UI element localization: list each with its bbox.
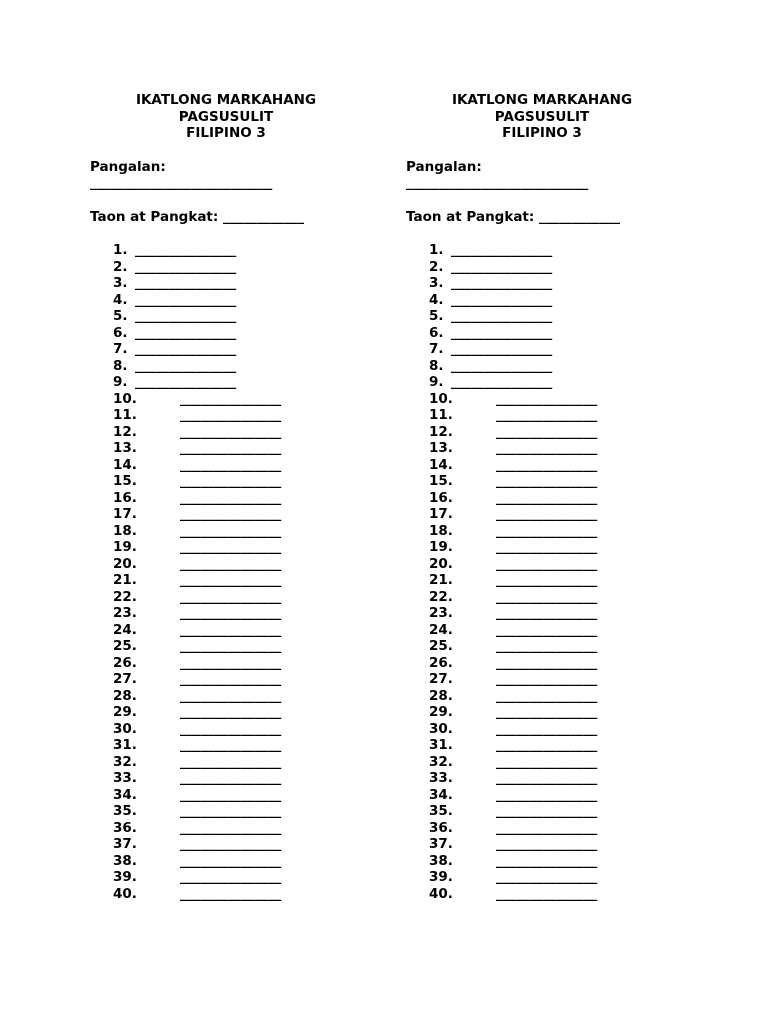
answer-row xyxy=(113,572,390,589)
answer-number: 20. xyxy=(429,555,453,572)
answer-number: 32. xyxy=(113,753,137,770)
answer-blank[interactable]: _______________ xyxy=(180,407,282,423)
answer-row xyxy=(429,622,706,639)
grade-section-row xyxy=(406,209,706,226)
answer-row xyxy=(113,836,390,853)
answer-row xyxy=(429,259,706,276)
name-label: Pangalan: xyxy=(406,158,482,175)
answer-number: 27. xyxy=(113,671,137,687)
answer-blank[interactable]: _______________ xyxy=(496,489,598,506)
answer-row xyxy=(113,275,390,292)
answer-row xyxy=(429,671,706,688)
answer-row xyxy=(429,391,706,408)
answer-blank[interactable]: _______________ xyxy=(180,671,282,687)
answer-blank[interactable]: _______________ xyxy=(496,555,598,572)
answer-row xyxy=(113,506,390,523)
answer-number: 25. xyxy=(429,638,453,654)
answer-row xyxy=(113,391,390,408)
answer-row xyxy=(113,490,390,507)
answer-row xyxy=(429,688,706,705)
answer-number: 12. xyxy=(429,423,453,440)
answer-row xyxy=(113,721,390,738)
answer-row xyxy=(113,622,390,639)
answer-row xyxy=(113,259,390,276)
answer-row xyxy=(429,737,706,754)
answer-number: 17. xyxy=(113,506,137,522)
answer-number: 4. xyxy=(113,291,128,308)
answer-blank[interactable]: _______________ xyxy=(496,605,598,621)
answer-row xyxy=(429,275,706,292)
answer-number: 2. xyxy=(113,258,128,275)
answer-row xyxy=(429,770,706,787)
answer-number: 8. xyxy=(113,357,128,374)
answer-number: 39. xyxy=(113,869,137,885)
answer-row xyxy=(429,853,706,870)
answer-row xyxy=(113,869,390,886)
answer-row xyxy=(113,341,390,358)
answer-blank[interactable]: _______________ xyxy=(135,357,237,374)
answer-row xyxy=(429,803,706,820)
answer-row xyxy=(113,539,390,556)
grade-section-label: Taon at Pangkat: xyxy=(406,208,535,225)
answer-row xyxy=(429,374,706,391)
answer-row xyxy=(429,572,706,589)
title-line-1: IKATLONG MARKAHANG xyxy=(135,92,317,108)
answer-number: 38. xyxy=(429,852,453,869)
answer-row xyxy=(429,308,706,325)
answer-number: 4. xyxy=(429,291,444,308)
answer-number: 20. xyxy=(113,555,137,572)
answer-number: 22. xyxy=(113,588,137,605)
answer-blank[interactable]: _______________ xyxy=(135,291,237,308)
answer-number: 29. xyxy=(429,704,453,720)
answer-number: 29. xyxy=(113,704,137,720)
answer-row xyxy=(429,424,706,441)
answer-number: 24. xyxy=(113,621,137,638)
answer-blank[interactable]: _______________ xyxy=(496,803,598,819)
answer-row xyxy=(429,886,706,903)
answer-blank[interactable]: _______________ xyxy=(180,836,282,852)
answer-number: 14. xyxy=(429,456,453,473)
name-label: Pangalan: xyxy=(90,158,166,175)
answer-number: 3. xyxy=(113,275,128,291)
answer-row xyxy=(429,787,706,804)
answer-blank[interactable]: _______________ xyxy=(496,852,598,869)
answer-row xyxy=(429,523,706,540)
answer-row xyxy=(429,754,706,771)
answer-blank[interactable]: _______________ xyxy=(180,786,282,803)
answer-blank[interactable]: _______________ xyxy=(135,275,237,291)
answer-blank[interactable]: _______________ xyxy=(496,819,598,836)
answer-number: 37. xyxy=(429,836,453,852)
answer-blank[interactable]: _______________ xyxy=(180,869,282,885)
answer-blank[interactable]: _______________ xyxy=(180,539,282,555)
answer-row xyxy=(113,440,390,457)
title-line-1: IKATLONG MARKAHANG xyxy=(451,92,633,108)
quiz-title xyxy=(90,92,362,142)
answer-number: 3. xyxy=(429,275,444,291)
answer-blank[interactable]: _______________ xyxy=(496,704,598,720)
answer-blank[interactable]: _______________ xyxy=(496,456,598,473)
answer-blank[interactable]: _______________ xyxy=(496,671,598,687)
answer-blank[interactable]: _______________ xyxy=(180,852,282,869)
answer-blank[interactable]: _______________ xyxy=(180,489,282,506)
answer-blank[interactable]: _______________ xyxy=(180,440,282,456)
answer-list xyxy=(90,242,390,902)
answer-number: 35. xyxy=(113,803,137,819)
quiz-sheet-left xyxy=(90,92,390,902)
answer-blank[interactable]: _______________ xyxy=(496,522,598,539)
answer-row xyxy=(113,325,390,342)
answer-blank[interactable]: _______________ xyxy=(180,456,282,473)
answer-row xyxy=(429,704,706,721)
answer-row xyxy=(429,325,706,342)
answer-number: 11. xyxy=(113,407,137,423)
answer-number: 16. xyxy=(113,489,137,506)
answer-blank[interactable]: _______________ xyxy=(496,869,598,885)
answer-row xyxy=(429,506,706,523)
answer-row xyxy=(113,523,390,540)
answer-number: 34. xyxy=(113,786,137,803)
answer-number: 34. xyxy=(429,786,453,803)
answer-row xyxy=(429,836,706,853)
answer-number: 1. xyxy=(113,242,128,258)
answer-blank[interactable]: _______________ xyxy=(180,605,282,621)
answer-blank[interactable]: _______________ xyxy=(496,885,598,902)
answer-number: 31. xyxy=(113,737,137,753)
quiz-sheet-right xyxy=(406,92,706,902)
name-blank[interactable]: ___________________________ xyxy=(90,175,273,191)
answer-row xyxy=(429,556,706,573)
answer-blank[interactable]: _______________ xyxy=(496,473,598,489)
answer-number: 13. xyxy=(113,440,137,456)
answer-number: 26. xyxy=(429,654,453,671)
answer-number: 40. xyxy=(429,885,453,902)
answer-blank[interactable]: _______________ xyxy=(135,324,237,341)
answer-blank[interactable]: _______________ xyxy=(496,390,598,407)
answer-blank[interactable]: _______________ xyxy=(180,473,282,489)
answer-row xyxy=(113,407,390,424)
answer-row xyxy=(429,440,706,457)
name-blank[interactable]: ___________________________ xyxy=(406,175,589,191)
answer-row xyxy=(113,292,390,309)
answer-row xyxy=(429,473,706,490)
answer-number: 21. xyxy=(113,572,137,588)
answer-number: 7. xyxy=(429,341,444,357)
answer-blank[interactable]: _______________ xyxy=(180,588,282,605)
answer-blank[interactable]: _______________ xyxy=(451,308,553,324)
answer-number: 21. xyxy=(429,572,453,588)
title-line-3: FILIPINO 3 xyxy=(186,125,266,141)
answer-blank[interactable]: _______________ xyxy=(496,753,598,770)
answer-blank[interactable]: _______________ xyxy=(451,374,553,390)
title-line-2: PAGSUSULIT xyxy=(178,108,274,125)
answer-row xyxy=(113,688,390,705)
answer-number: 13. xyxy=(429,440,453,456)
answer-number: 15. xyxy=(113,473,137,489)
answer-row xyxy=(429,341,706,358)
grade-section-label: Taon at Pangkat: xyxy=(90,208,219,225)
answer-blank[interactable]: _______________ xyxy=(496,506,598,522)
answer-blank[interactable]: _______________ xyxy=(180,819,282,836)
answer-number: 37. xyxy=(113,836,137,852)
answer-blank[interactable]: _______________ xyxy=(135,341,237,357)
answer-row xyxy=(113,638,390,655)
answer-number: 33. xyxy=(113,770,137,786)
answer-row xyxy=(113,473,390,490)
answer-number: 9. xyxy=(113,374,128,390)
answer-number: 26. xyxy=(113,654,137,671)
answer-number: 19. xyxy=(429,539,453,555)
answer-number: 5. xyxy=(429,308,444,324)
answer-number: 8. xyxy=(429,357,444,374)
answer-number: 30. xyxy=(113,720,137,737)
answer-number: 12. xyxy=(113,423,137,440)
answer-row xyxy=(113,556,390,573)
answer-number: 14. xyxy=(113,456,137,473)
answer-blank[interactable]: _______________ xyxy=(496,687,598,704)
answer-row xyxy=(113,820,390,837)
answer-row xyxy=(429,869,706,886)
title-line-3: FILIPINO 3 xyxy=(502,125,582,141)
answer-row xyxy=(113,787,390,804)
answer-number: 5. xyxy=(113,308,128,324)
answer-blank[interactable]: _______________ xyxy=(180,522,282,539)
answer-number: 18. xyxy=(429,522,453,539)
answer-blank[interactable]: _______________ xyxy=(496,588,598,605)
answer-blank[interactable]: _______________ xyxy=(135,258,237,275)
answer-row xyxy=(113,424,390,441)
answer-number: 2. xyxy=(429,258,444,275)
answer-number: 22. xyxy=(429,588,453,605)
answer-blank[interactable]: _______________ xyxy=(451,258,553,275)
answer-number: 38. xyxy=(113,852,137,869)
answer-number: 11. xyxy=(429,407,453,423)
answer-number: 25. xyxy=(113,638,137,654)
answer-blank[interactable]: _______________ xyxy=(451,291,553,308)
answer-number: 23. xyxy=(113,605,137,621)
answer-number: 10. xyxy=(113,390,137,407)
answer-row xyxy=(113,308,390,325)
grade-section-blank[interactable]: ____________ xyxy=(539,208,620,225)
answer-number: 16. xyxy=(429,489,453,506)
answer-blank[interactable]: _______________ xyxy=(180,638,282,654)
answer-blank[interactable]: _______________ xyxy=(180,770,282,786)
answer-row xyxy=(429,605,706,622)
answer-blank[interactable]: _______________ xyxy=(180,885,282,902)
answer-blank[interactable]: _______________ xyxy=(180,803,282,819)
answer-number: 7. xyxy=(113,341,128,357)
answer-row xyxy=(113,358,390,375)
answer-number: 17. xyxy=(429,506,453,522)
answer-row xyxy=(429,721,706,738)
answer-blank[interactable]: _______________ xyxy=(180,390,282,407)
answer-blank[interactable]: _______________ xyxy=(451,275,553,291)
answer-blank[interactable]: _______________ xyxy=(496,737,598,753)
answer-row xyxy=(429,242,706,259)
answer-row xyxy=(429,589,706,606)
answer-number: 28. xyxy=(113,687,137,704)
answer-row xyxy=(429,490,706,507)
answer-number: 6. xyxy=(113,324,128,341)
answer-number: 32. xyxy=(429,753,453,770)
answer-blank[interactable]: _______________ xyxy=(496,654,598,671)
answer-blank[interactable]: _______________ xyxy=(180,687,282,704)
answer-blank[interactable]: _______________ xyxy=(180,737,282,753)
answer-row xyxy=(113,737,390,754)
answer-number: 30. xyxy=(429,720,453,737)
answer-row xyxy=(113,754,390,771)
answer-row xyxy=(429,407,706,424)
answer-blank[interactable]: _______________ xyxy=(451,242,553,258)
answer-blank[interactable]: _______________ xyxy=(451,324,553,341)
answer-row xyxy=(113,605,390,622)
answer-row xyxy=(113,886,390,903)
answer-number: 15. xyxy=(429,473,453,489)
answer-row xyxy=(429,457,706,474)
answer-row xyxy=(113,655,390,672)
answer-blank[interactable]: _______________ xyxy=(496,638,598,654)
answer-row xyxy=(429,638,706,655)
answer-row xyxy=(113,457,390,474)
answer-row xyxy=(113,671,390,688)
answer-blank[interactable]: _______________ xyxy=(180,423,282,440)
answer-blank[interactable]: _______________ xyxy=(496,423,598,440)
answer-blank[interactable]: _______________ xyxy=(451,341,553,357)
answer-number: 27. xyxy=(429,671,453,687)
answer-blank[interactable]: _______________ xyxy=(135,242,237,258)
answer-number: 39. xyxy=(429,869,453,885)
answer-blank[interactable]: _______________ xyxy=(451,357,553,374)
answer-row xyxy=(113,589,390,606)
answer-number: 10. xyxy=(429,390,453,407)
answer-blank[interactable]: _______________ xyxy=(180,720,282,737)
answer-row xyxy=(113,374,390,391)
answer-blank[interactable]: _______________ xyxy=(496,572,598,588)
answer-number: 31. xyxy=(429,737,453,753)
answer-row xyxy=(429,820,706,837)
answer-row xyxy=(113,242,390,259)
answer-blank[interactable]: _______________ xyxy=(180,704,282,720)
answer-blank[interactable]: _______________ xyxy=(496,539,598,555)
answer-row xyxy=(113,803,390,820)
answer-number: 1. xyxy=(429,242,444,258)
answer-number: 18. xyxy=(113,522,137,539)
answer-number: 36. xyxy=(429,819,453,836)
answer-row xyxy=(429,655,706,672)
answer-number: 24. xyxy=(429,621,453,638)
answer-row xyxy=(429,292,706,309)
answer-number: 33. xyxy=(429,770,453,786)
grade-section-row xyxy=(90,209,390,226)
answer-blank[interactable]: _______________ xyxy=(496,770,598,786)
grade-section-blank[interactable]: ____________ xyxy=(223,208,304,225)
answer-blank[interactable]: _______________ xyxy=(180,506,282,522)
answer-blank[interactable]: _______________ xyxy=(135,308,237,324)
answer-blank[interactable]: _______________ xyxy=(180,654,282,671)
answer-number: 9. xyxy=(429,374,444,390)
answer-row xyxy=(429,539,706,556)
answer-blank[interactable]: _______________ xyxy=(180,572,282,588)
answer-blank[interactable]: _______________ xyxy=(496,786,598,803)
answer-number: 35. xyxy=(429,803,453,819)
quiz-title xyxy=(406,92,678,142)
answer-number: 19. xyxy=(113,539,137,555)
answer-blank[interactable]: _______________ xyxy=(496,440,598,456)
answer-row xyxy=(113,853,390,870)
answer-list xyxy=(406,242,706,902)
answer-blank[interactable]: _______________ xyxy=(496,621,598,638)
answer-blank[interactable]: _______________ xyxy=(180,555,282,572)
answer-number: 6. xyxy=(429,324,444,341)
answer-number: 36. xyxy=(113,819,137,836)
answer-blank[interactable]: _______________ xyxy=(496,836,598,852)
answer-blank[interactable]: _______________ xyxy=(180,621,282,638)
answer-row xyxy=(429,358,706,375)
answer-blank[interactable]: _______________ xyxy=(496,407,598,423)
answer-number: 23. xyxy=(429,605,453,621)
title-line-2: PAGSUSULIT xyxy=(494,108,590,125)
answer-blank[interactable]: _______________ xyxy=(496,720,598,737)
answer-row xyxy=(113,770,390,787)
answer-number: 40. xyxy=(113,885,137,902)
answer-blank[interactable]: _______________ xyxy=(135,374,237,390)
answer-blank[interactable]: _______________ xyxy=(180,753,282,770)
answer-number: 28. xyxy=(429,687,453,704)
answer-row xyxy=(113,704,390,721)
